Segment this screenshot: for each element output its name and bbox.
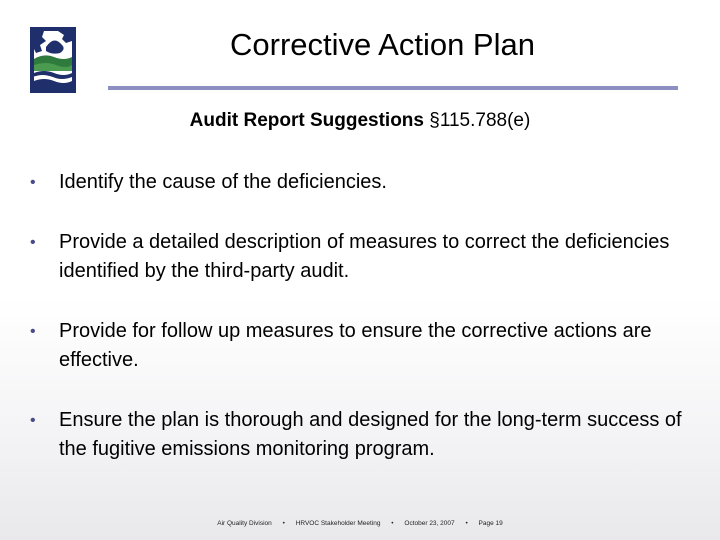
footer-separator: • xyxy=(282,520,285,527)
footer-separator: • xyxy=(465,520,468,527)
bullet-text: Provide a detailed description of measures to correct the deficiencies identified by the third-party audit. xyxy=(59,231,670,282)
footer-separator: • xyxy=(391,520,394,527)
bullet-icon: • xyxy=(30,323,36,340)
bullet-item xyxy=(30,228,700,286)
bullet-item xyxy=(30,406,700,464)
bullet-text: Identify the cause of the deficiencies. xyxy=(59,171,387,193)
footer-date: October 23, 2007 xyxy=(404,520,455,527)
bullet-icon: • xyxy=(30,234,36,251)
bullet-item xyxy=(30,168,700,197)
subtitle-citation: §115.788(e) xyxy=(423,110,531,131)
bullet-icon: • xyxy=(30,174,36,191)
bullet-item xyxy=(30,317,700,375)
footer-division: Air Quality Division xyxy=(217,520,272,527)
slide-title: Corrective Action Plan xyxy=(230,27,535,62)
bullet-icon: • xyxy=(30,412,36,429)
slide-footer xyxy=(0,520,720,527)
footer-meeting: HRVOC Stakeholder Meeting xyxy=(295,520,381,527)
bullet-text: Ensure the plan is thorough and designed for the long-term success of the fugitive emissions monitoring program. xyxy=(59,409,682,460)
subtitle-heading: Audit Report Suggestions xyxy=(189,110,424,131)
tceq-logo-icon xyxy=(30,27,76,93)
title-divider xyxy=(108,86,678,90)
footer-page-number: Page 19 xyxy=(478,520,503,527)
bullet-text: Provide for follow up measures to ensure the corrective actions are effective. xyxy=(59,320,652,371)
slide-subtitle xyxy=(0,110,720,132)
